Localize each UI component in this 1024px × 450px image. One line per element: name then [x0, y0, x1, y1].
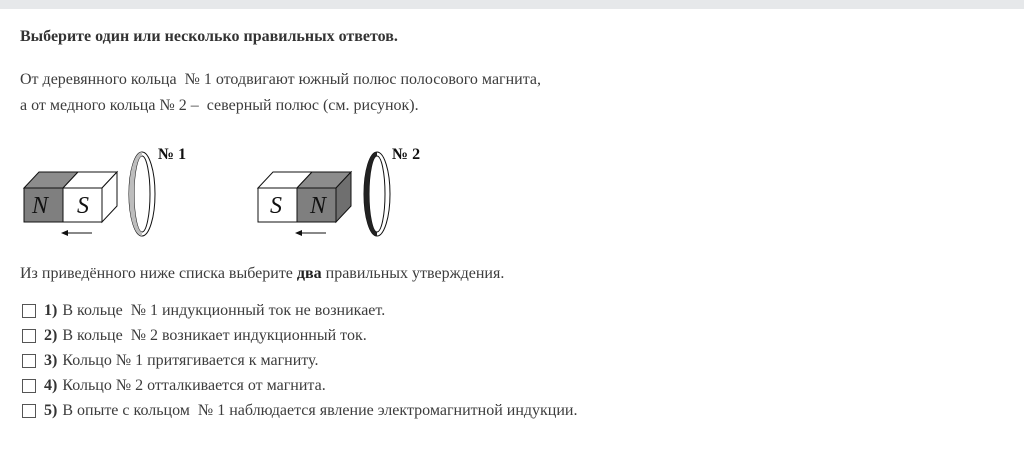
option-1[interactable]: [22, 298, 577, 323]
magnet-left: [24, 172, 117, 222]
option-2-number: 2): [44, 326, 58, 344]
ring-2: [364, 152, 390, 236]
selection-prompt: [20, 265, 504, 283]
option-1-text: В кольце № 1 индукционный ток не возникает.: [62, 301, 386, 319]
option-2-text: В кольце № 2 возникает индукционный ток.: [62, 326, 367, 344]
arrow-left-magnet: [61, 230, 92, 236]
option-4-text: Кольцо № 2 отталкивается от магнита.: [62, 376, 326, 394]
prompt-emphasis: два: [296, 265, 322, 282]
ring-2-label: № 2: [392, 146, 421, 163]
condition-line-2: а от медного кольца № 2 – северный полюс (см. рисунок).: [20, 97, 419, 114]
task-instruction: Выберите один или несколько правильных ответов.: [20, 28, 398, 45]
ring-1-label: № 1: [158, 146, 187, 163]
option-1-checkbox[interactable]: [22, 304, 36, 318]
option-3-checkbox[interactable]: [22, 354, 36, 368]
pole-label-n-left: N: [31, 193, 49, 219]
option-5-number: 5): [44, 401, 58, 419]
task-condition: [20, 67, 541, 119]
option-3-number: 3): [44, 351, 58, 369]
answer-options: [22, 298, 577, 423]
top-bar: [0, 0, 1024, 9]
magnet-right: [258, 172, 351, 222]
arrow-right-magnet: [295, 230, 326, 236]
option-3[interactable]: [22, 348, 577, 373]
option-5-text: В опыте с кольцом № 1 наблюдается явление электромагнитной индукции.: [62, 401, 578, 419]
option-4-number: 4): [44, 376, 58, 394]
magnets-figure: [0, 140, 460, 245]
ring-1: [129, 152, 155, 236]
option-2[interactable]: [22, 323, 577, 348]
option-1-number: 1): [44, 301, 58, 319]
pole-label-n-right: N: [309, 193, 327, 219]
condition-line-1: От деревянного кольца № 1 отодвигают южный полюс полосового магнита,: [20, 71, 542, 88]
prompt-before: Из приведённого ниже списка выберите: [20, 265, 297, 282]
prompt-after: правильных утверждения.: [321, 265, 505, 282]
option-4-checkbox[interactable]: [22, 379, 36, 393]
pole-label-s-right: S: [270, 193, 282, 219]
option-3-text: Кольцо № 1 притягивается к магниту.: [62, 351, 319, 369]
option-4[interactable]: [22, 373, 577, 398]
option-5-checkbox[interactable]: [22, 404, 36, 418]
option-5[interactable]: [22, 398, 577, 423]
option-2-checkbox[interactable]: [22, 329, 36, 343]
pole-label-s-left: S: [77, 193, 89, 219]
